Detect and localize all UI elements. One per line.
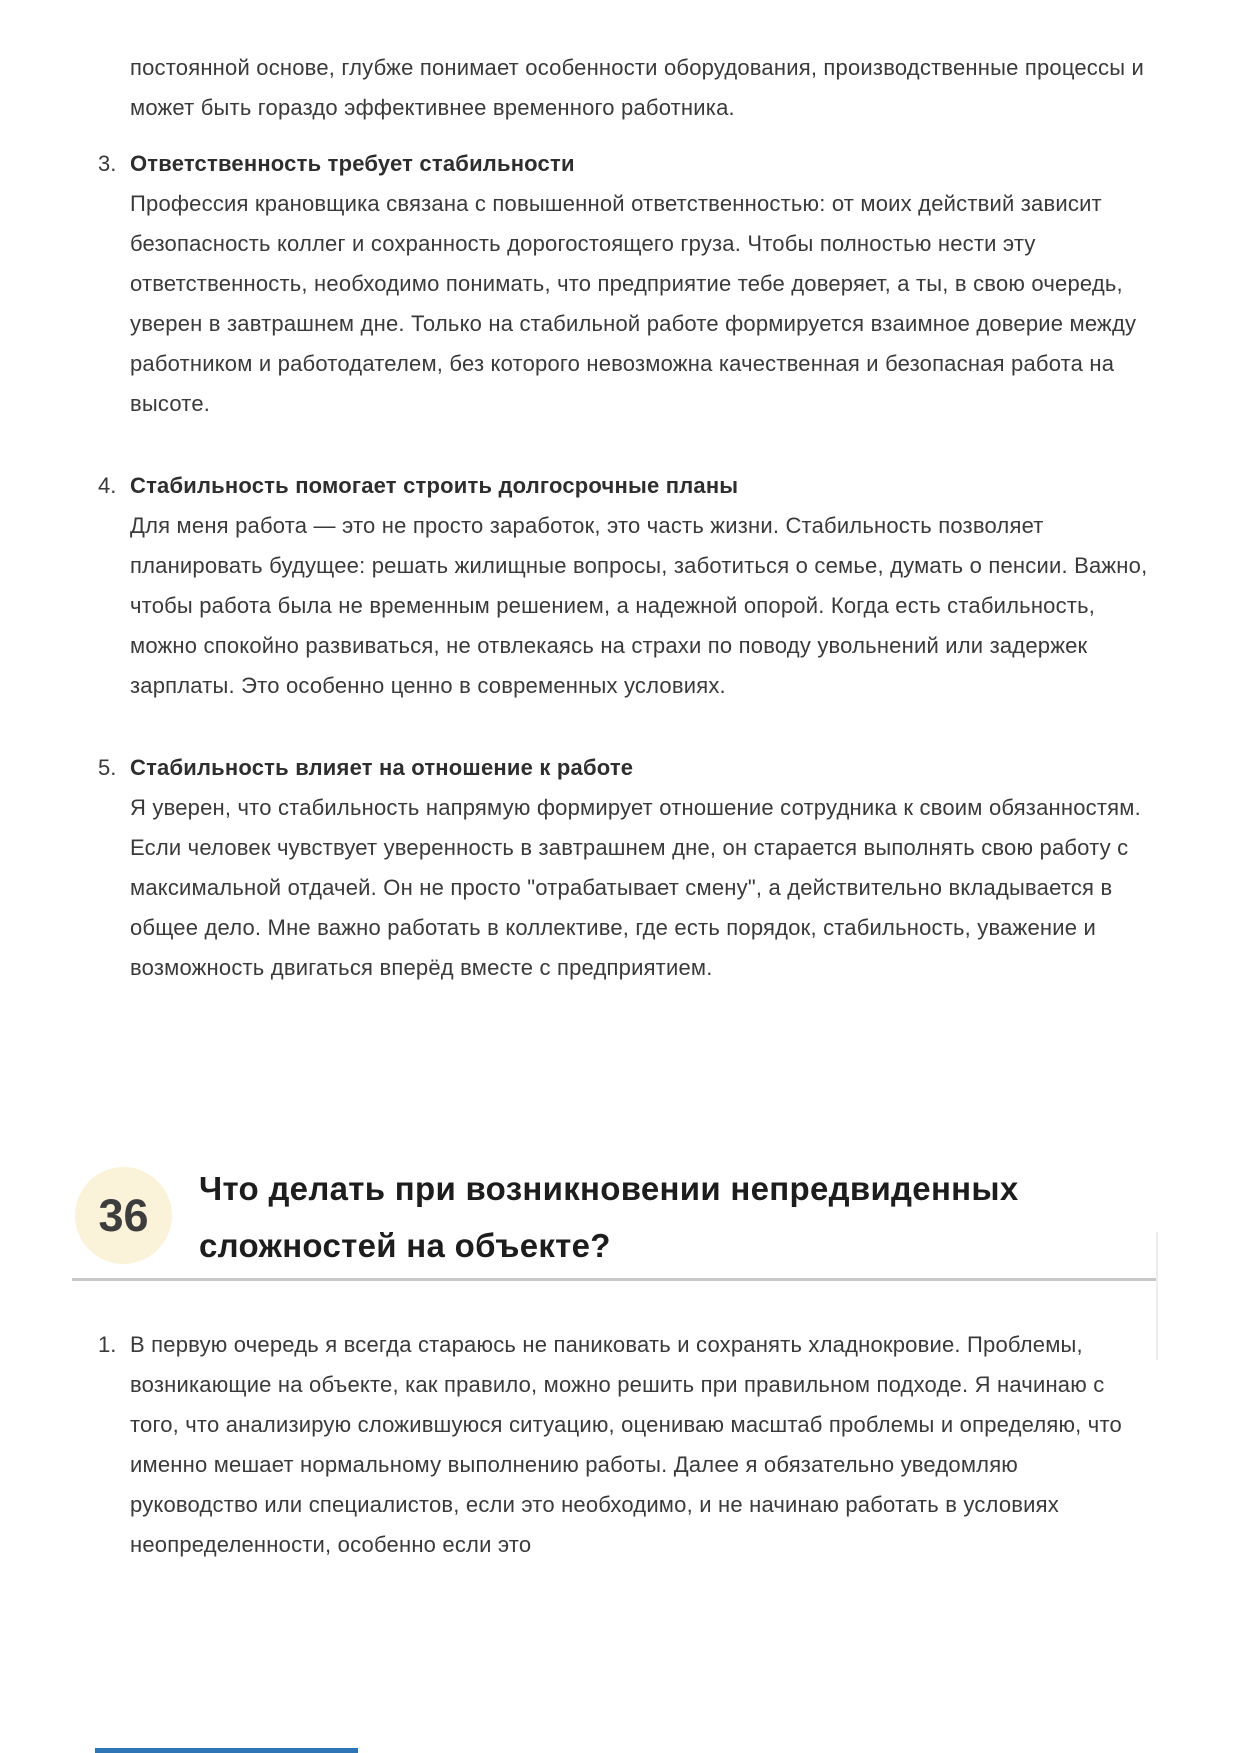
item-content	[130, 144, 1148, 424]
list-item	[98, 466, 1158, 706]
section-divider	[72, 1278, 1157, 1281]
item-number: 5.	[98, 755, 117, 780]
bottom-accent-bar	[95, 1748, 358, 1753]
question-header	[75, 1160, 1239, 1274]
list-item	[98, 144, 1158, 424]
item-number: 3.	[98, 151, 117, 176]
question-number-badge	[75, 1167, 172, 1264]
question-title: Что делать при возникновении непредвиденных сложностей на объекте?	[199, 1170, 1019, 1264]
item-body: В первую очередь я всегда стараюсь не паниковать и сохранять хладнокровие. Проблемы, возникающие на объекте, как правило, можно решить при правильном подходе. Я начинаю с того, что анализирую сложившуюся ситуацию, оцениваю масштаб проблемы и определяю, что именно мешает нормальному выполнению работы. Далее я обязательно уведомляю руководство или специалистов, если это необходимо, и не начинаю работать в условиях неопределенности, особенно если это	[130, 1332, 1122, 1557]
item-body: Я уверен, что стабильность напрямую формирует отношение сотрудника к своим обязанностям. Если человек чувствует уверенность в завтрашнем дне, он старается выполнять свою работу с максимальной отдачей. Он не просто "отрабатывает смену", а действительно вкладывается в общее дело. Мне важно работать в коллективе, где есть порядок, стабильность, уважение и возможность двигаться вперёд вместе с предприятием.	[130, 795, 1141, 980]
item-number: 4.	[98, 473, 117, 498]
item-number: 1.	[98, 1332, 117, 1357]
item-title: Стабильность влияет на отношение к работе	[130, 755, 634, 780]
answer-list	[0, 1325, 1239, 1565]
item-title: Ответственность требует стабильности	[130, 151, 575, 176]
item-content	[130, 748, 1148, 988]
item-title: Стабильность помогает строить долгосрочные планы	[130, 473, 739, 498]
list-item	[98, 748, 1158, 988]
question-number: 36	[98, 1189, 149, 1241]
item-content	[130, 466, 1148, 706]
continuation-paragraph: постоянной основе, глубже понимает особенности оборудования, производственные процессы и может быть гораздо эффективнее временного работника.	[130, 55, 1145, 120]
item-body: Для меня работа — это не просто заработок, это часть жизни. Стабильность позволяет планировать будущее: решать жилищные вопросы, заботиться о семье, думать о пенсии. Важно, чтобы работа была не временным решением, а надежной опорой. Когда есть стабильность, можно спокойно развиваться, не отвлекаясь на страхи по поводу увольнений или задержек зарплаты. Это особенно ценно в современных условиях.	[130, 513, 1148, 698]
item-content	[130, 1325, 1148, 1565]
card-right-edge-line	[1156, 1232, 1158, 1360]
answer-item	[98, 1325, 1158, 1565]
item-body: Профессия крановщика связана с повышенной ответственностью: от моих действий зависит безопасность коллег и сохранность дорогостоящего груза. Чтобы полностью нести эту ответственность, необходимо понимать, что предприятие тебе доверяет, а ты, в свою очередь, уверен в завтрашнем дне. Только на стабильной работе формируется взаимное доверие между работником и работодателем, без которого невозможна качественная и безопасная работа на высоте.	[130, 191, 1137, 416]
